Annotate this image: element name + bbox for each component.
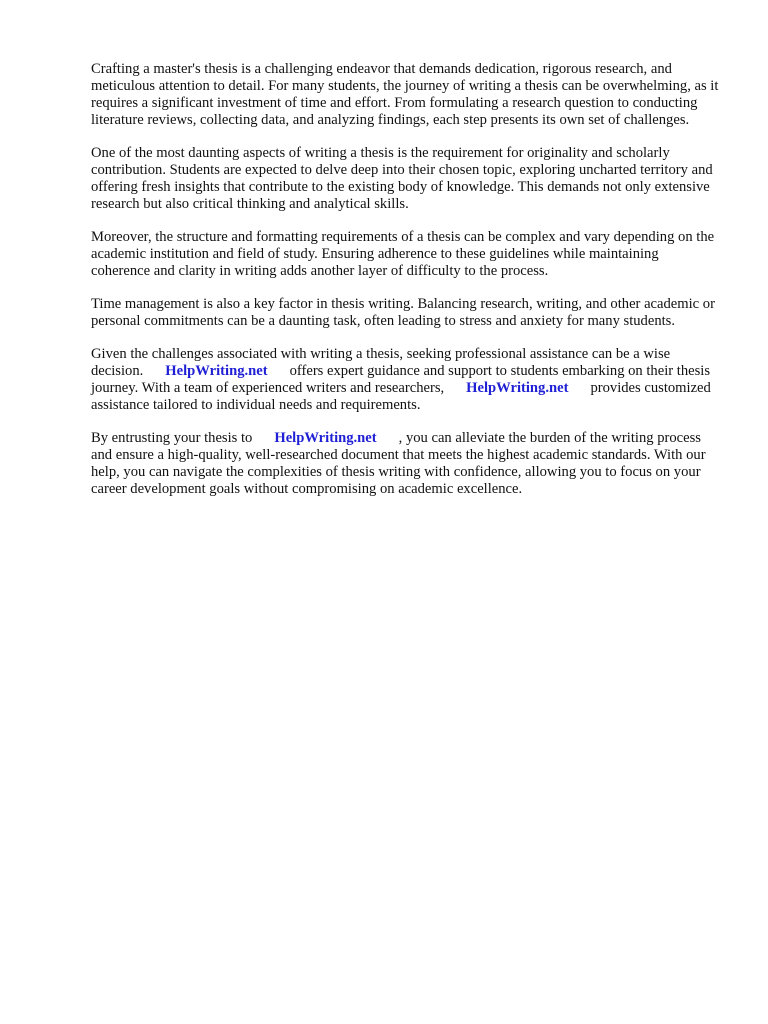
paragraph-intro: Crafting a master's thesis is a challenging endeavor that demands dedication, rigorous research, and meticulous attention to detail. For many students, the journey of writing a thesis can be overwhelming, as it requires a significant investment of time and effort. From formulating a research question to conducting literature reviews, collecting data, and analyzing findings, each step presents its own set of challenges. bbox=[91, 61, 719, 128]
paragraph-time-management: Time management is also a key factor in thesis writing. Balancing research, writing, and other academic or personal commitments can be a daunting task, often leading to stress and anxiety for many students. bbox=[91, 296, 715, 329]
paragraph-conclusion-text-a: By entrusting your thesis to bbox=[91, 430, 253, 446]
paragraph-assistance bbox=[91, 346, 721, 414]
paragraph-assistance-text-b: offers expert guidance and support to students embarking on their thesis journey. With a team of experienced writers and researchers, bbox=[91, 363, 711, 396]
helpwriting-link[interactable]: HelpWriting.net bbox=[466, 380, 569, 396]
paragraph-assistance-text-c: provides customized assistance tailored to individual needs and requirements. bbox=[91, 380, 711, 413]
paragraph-structure: Moreover, the structure and formatting requirements of a thesis can be complex and vary depending on the academic institution and field of study. Ensuring adherence to these guidelines while maintaining coherence and clarity in writing adds another layer of difficulty to the process. bbox=[91, 229, 715, 279]
paragraph-originality: One of the most daunting aspects of writing a thesis is the requirement for originality and scholarly contribution. Students are expected to delve deep into their chosen topic, exploring uncharted territory and offering fresh insights that contribute to the existing body of knowledge. This demands not only extensive research but also critical thinking and analytical skills. bbox=[91, 145, 713, 212]
document-body bbox=[91, 61, 721, 514]
helpwriting-link[interactable]: HelpWriting.net bbox=[165, 363, 268, 379]
helpwriting-link[interactable]: HelpWriting.net bbox=[274, 430, 377, 446]
paragraph-assistance-text-a: Given the challenges associated with writing a thesis, seeking professional assistance can be a wise decision. bbox=[91, 346, 671, 379]
paragraph-conclusion bbox=[91, 430, 721, 498]
paragraph-conclusion-text-b: , you can alleviate the burden of the writing process and ensure a high-quality, well-researched document that meets the highest academic standards. With our help, you can navigate the complexities of thesis writing with confidence, allowing you to focus on your career development goals without compromising on academic excellence. bbox=[91, 430, 706, 497]
